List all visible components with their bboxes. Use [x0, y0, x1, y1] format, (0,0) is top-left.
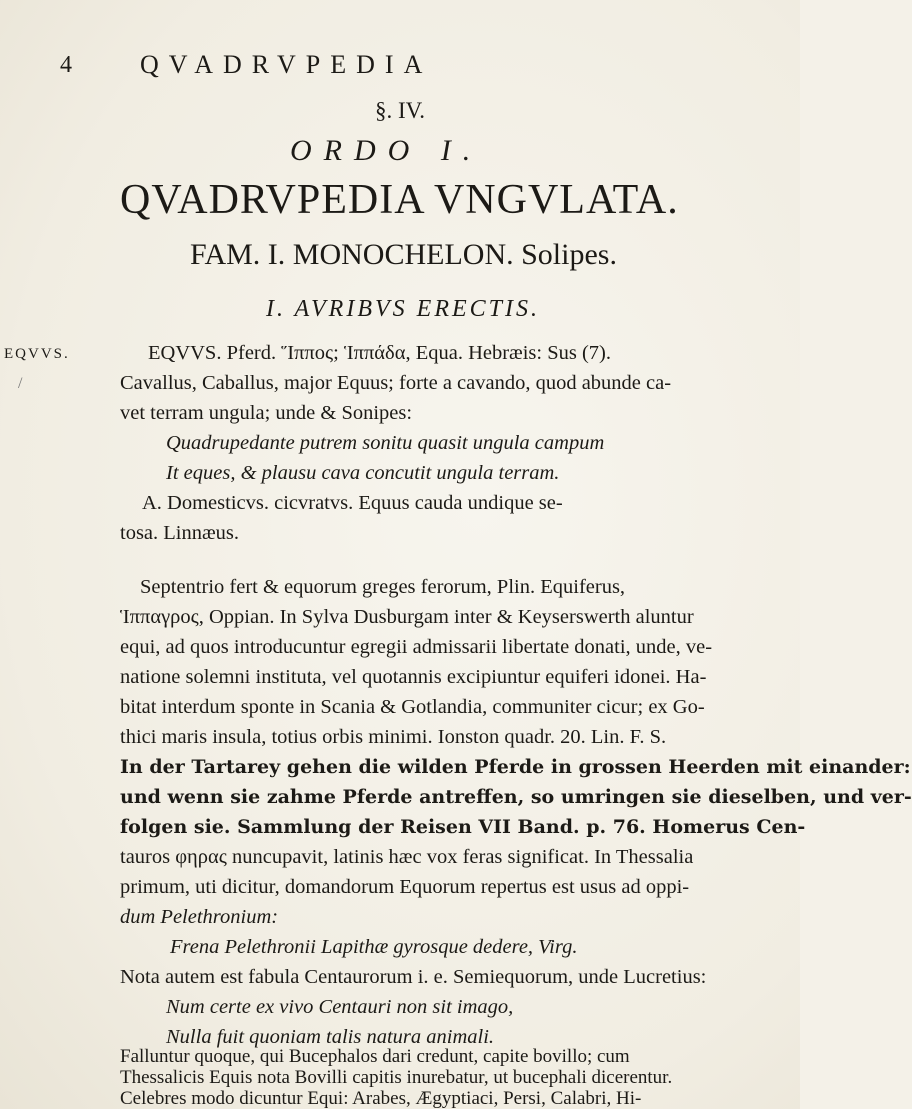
- text-line: und wenn sie zahme Pferde antreffen, so umringen sie dieselben, und ver-: [120, 786, 912, 808]
- page-number: 4: [60, 52, 72, 78]
- text-line: Thessalicis Equis nota Bovilli capitis inurebatur, ut bucephali dicerentur.: [120, 1067, 673, 1088]
- section-number: §. IV.: [375, 98, 426, 123]
- entry-block: [120, 338, 760, 428]
- verse-block: [166, 992, 806, 1052]
- verse-line: It eques, & plausu cava concutit ungula terram.: [166, 462, 560, 484]
- variety-block: [120, 488, 782, 548]
- text-line: dum Pelethronium:: [120, 906, 279, 928]
- verse-line: Nulla fuit quoniam talis natura animali.: [166, 1026, 495, 1048]
- text-line: In der Tartarey gehen die wilden Pferde in grossen Heerden mit einander:: [120, 756, 911, 778]
- verse-block: [170, 932, 810, 962]
- family-line: FAM. I. MONOCHELON. Solipes.: [190, 238, 617, 271]
- running-head: QVADRVPEDIA: [140, 50, 433, 79]
- verse-line: Frena Pelethronii Lapithæ gyrosque dedere, Virg.: [170, 936, 578, 958]
- text-line: Nota autem est fabula Centaurorum i. e. Semiequorum, unde Lucretius:: [120, 966, 707, 988]
- text-line: thici maris insula, totius orbis minimi. Ionston quadr. 20. Lin. F. S.: [120, 726, 667, 748]
- text-line: folgen sie. Sammlung der Reisen VII Band. p. 76. Homerus Cen-: [120, 816, 806, 838]
- order-heading: ORDO I.: [290, 134, 483, 167]
- text-line: equi, ad quos introducuntur egregii admissarii libertate donati, unde, ve-: [120, 636, 713, 658]
- text-line: tauros φηρας nuncupavit, latinis hæc vox feras significat. In Thessalia: [120, 846, 694, 868]
- text-line: Falluntur quoque, qui Bucephalos dari credunt, capite bovillo; cum: [120, 1046, 630, 1067]
- main-title: QVADRVPEDIA VNGVLATA.: [120, 177, 679, 223]
- paragraph-block: [120, 962, 760, 992]
- verse-line: Quadrupedante putrem sonitu quasit ungula campum: [166, 432, 605, 454]
- text-line: A. Domesticvs. cicvratvs. Equus cauda undique se-: [142, 492, 563, 514]
- paragraph-block: [120, 1046, 760, 1109]
- text-line: natione solemni instituta, vel quotannis excipiuntur equiferi idonei. Ha-: [120, 666, 707, 688]
- text-line: bitat interdum sponte in Scania & Gotlandia, communiter cicur; ex Go-: [120, 696, 705, 718]
- verse-line: Num certe ex vivo Centauri non sit imago,: [166, 996, 514, 1018]
- text-line: primum, uti dicitur, domandorum Equorum repertus est usus ad oppi-: [120, 876, 690, 898]
- subheading: I. AVRIBVS ERECTIS.: [266, 296, 540, 322]
- verse-block: [166, 428, 806, 488]
- text-line: Ἱππαγρος, Oppian. In Sylva Dusburgam inter & Keyserswerth aluntur: [120, 606, 694, 628]
- text-line: Septentrio fert & equorum greges ferorum, Plin. Equiferus,: [140, 576, 626, 598]
- paragraph-block: [120, 572, 912, 932]
- text-line: Celebres modo dicuntur Equi: Arabes, Ægyptiaci, Persi, Calabri, Hi-: [120, 1088, 642, 1109]
- text-line: tosa. Linnæus.: [120, 522, 240, 544]
- margin-label: EQVVS.: [4, 346, 70, 362]
- text-line: EQVVS. Pferd. Ἵππος; Ἱππάδα, Equa. Hebræis: Sus (7).: [148, 342, 612, 364]
- text-line: vet terram ungula; unde & Sonipes:: [120, 402, 413, 424]
- text-line: Cavallus, Caballus, major Equus; forte a cavando, quod abunde ca-: [120, 372, 672, 394]
- margin-mark: /: [18, 375, 23, 392]
